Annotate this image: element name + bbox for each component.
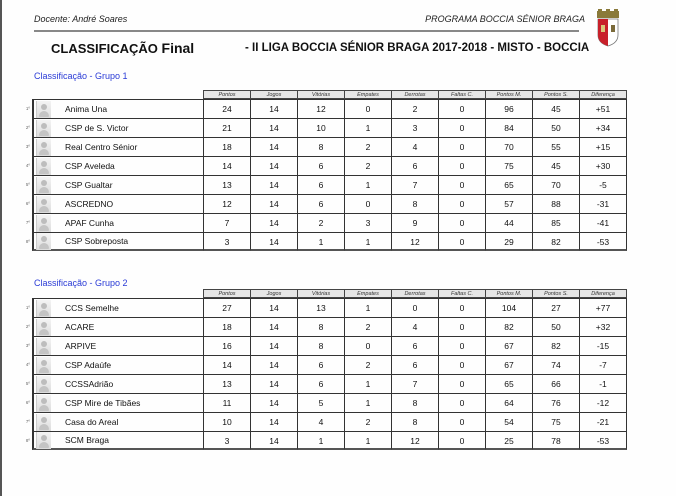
title-final: Final — [161, 40, 195, 56]
stat-cell: 1 — [344, 374, 391, 393]
stat-cell: 2 — [391, 99, 438, 118]
rank-label: 1º — [25, 106, 30, 111]
stat-cell: 0 — [438, 317, 485, 336]
team-name: CSP Adaúfe — [65, 360, 112, 370]
table-row — [14, 232, 627, 251]
rank-label: 6º — [25, 400, 30, 405]
avatar-placeholder-icon — [36, 432, 51, 449]
team-cell — [32, 232, 203, 251]
stat-cell: 8 — [297, 336, 344, 355]
team-cell — [32, 175, 203, 194]
stat-cell: 88 — [532, 194, 579, 213]
stat-cell: 25 — [485, 431, 532, 450]
stat-cell: 4 — [391, 137, 438, 156]
group-1-label: Classificação - Grupo 1 — [34, 71, 128, 81]
avatar-placeholder-icon — [36, 338, 51, 355]
stat-cell: 6 — [391, 355, 438, 374]
stat-cell: 5 — [297, 393, 344, 412]
col-header: Diferença — [579, 90, 627, 99]
stat-cell: 70 — [485, 137, 532, 156]
team-cell — [32, 374, 203, 393]
stat-cell: 14 — [203, 156, 250, 175]
stat-cell: 0 — [438, 393, 485, 412]
stat-cell: 54 — [485, 412, 532, 431]
stat-cell: 75 — [532, 412, 579, 431]
stat-cell: 0 — [438, 99, 485, 118]
col-header: Pontos S. — [532, 90, 579, 99]
stat-cell: 2 — [344, 317, 391, 336]
stat-cell: +34 — [579, 118, 627, 137]
team-cell — [32, 99, 203, 118]
table-row — [14, 175, 627, 194]
table-row — [14, 317, 627, 336]
team-name: CCSSAdrião — [65, 379, 114, 389]
stat-cell: 12 — [297, 99, 344, 118]
stat-cell: 76 — [532, 393, 579, 412]
stat-cell: 7 — [391, 175, 438, 194]
avatar-placeholder-icon — [36, 215, 51, 232]
stat-cell: 45 — [532, 99, 579, 118]
stat-cell: 14 — [250, 336, 297, 355]
table-header — [203, 289, 627, 298]
table-row — [14, 412, 627, 431]
table-row — [14, 374, 627, 393]
col-header: Vitórias — [297, 90, 344, 99]
team-cell — [32, 194, 203, 213]
stat-cell: +51 — [579, 99, 627, 118]
stat-cell: 82 — [532, 336, 579, 355]
table-row — [14, 194, 627, 213]
col-header: Derrotas — [391, 289, 438, 298]
stat-cell: 8 — [297, 137, 344, 156]
stat-cell: 44 — [485, 213, 532, 232]
stat-cell: -31 — [579, 194, 627, 213]
col-header: Derrotas — [391, 90, 438, 99]
stat-cell: 14 — [250, 412, 297, 431]
table-row — [14, 213, 627, 232]
rank-label: 7º — [25, 220, 30, 225]
team-name: ASCREDNO — [65, 199, 114, 209]
stat-cell: 27 — [203, 298, 250, 317]
page-title — [51, 40, 194, 56]
col-header: Faltas C. — [438, 289, 485, 298]
team-cell — [32, 336, 203, 355]
team-cell — [32, 412, 203, 431]
stat-cell: -41 — [579, 213, 627, 232]
avatar-placeholder-icon — [36, 395, 51, 412]
team-name: APAF Cunha — [65, 218, 114, 228]
stat-cell: 21 — [203, 118, 250, 137]
stat-cell: 13 — [297, 298, 344, 317]
stat-cell: 1 — [344, 393, 391, 412]
stat-cell: 24 — [203, 99, 250, 118]
stat-cell: 6 — [297, 175, 344, 194]
stat-cell: 12 — [391, 232, 438, 251]
stat-cell: 14 — [250, 99, 297, 118]
team-cell — [32, 431, 203, 450]
stat-cell: -1 — [579, 374, 627, 393]
stat-cell: 14 — [250, 374, 297, 393]
rank-label: 3º — [25, 144, 30, 149]
stat-cell: +77 — [579, 298, 627, 317]
stat-cell: 11 — [203, 393, 250, 412]
stat-cell: 0 — [438, 374, 485, 393]
table-row — [14, 99, 627, 118]
team-name: ACARE — [65, 322, 95, 332]
stat-cell: 66 — [532, 374, 579, 393]
col-header: Jogos — [250, 90, 297, 99]
table-header — [203, 90, 627, 99]
stat-cell: 67 — [485, 336, 532, 355]
stat-cell: 27 — [532, 298, 579, 317]
team-name: CSP de S. Victor — [65, 123, 129, 133]
stat-cell: -12 — [579, 393, 627, 412]
stat-cell: +30 — [579, 156, 627, 175]
stat-cell: 14 — [250, 213, 297, 232]
stat-cell: 18 — [203, 317, 250, 336]
stat-cell: -5 — [579, 175, 627, 194]
stat-cell: 13 — [203, 175, 250, 194]
avatar-placeholder-icon — [36, 233, 51, 250]
stat-cell: 55 — [532, 137, 579, 156]
stat-cell: 3 — [203, 431, 250, 450]
stat-cell: 2 — [297, 213, 344, 232]
col-header: Pontos M. — [485, 90, 532, 99]
stat-cell: +15 — [579, 137, 627, 156]
stat-cell: 8 — [391, 412, 438, 431]
stat-cell: 74 — [532, 355, 579, 374]
col-header: Empates — [344, 90, 391, 99]
team-name: SCM Braga — [65, 435, 109, 445]
stat-cell: 14 — [250, 355, 297, 374]
stat-cell: 14 — [250, 431, 297, 450]
table-row — [14, 393, 627, 412]
table-row — [14, 137, 627, 156]
stat-cell: 2 — [344, 137, 391, 156]
team-cell — [32, 156, 203, 175]
stat-cell: 1 — [344, 232, 391, 251]
avatar-placeholder-icon — [36, 120, 51, 137]
stat-cell: 1 — [297, 431, 344, 450]
sc-braga-crest-icon — [595, 9, 621, 47]
group-2-rows — [14, 298, 627, 450]
stat-cell: 104 — [485, 298, 532, 317]
stat-cell: 6 — [297, 194, 344, 213]
stat-cell: 85 — [532, 213, 579, 232]
stat-cell: 0 — [344, 336, 391, 355]
stat-cell: 14 — [250, 393, 297, 412]
title-main: CLASSIFICAÇÃO — [51, 41, 158, 56]
rank-label: 8º — [25, 239, 30, 244]
table-row — [14, 336, 627, 355]
avatar-placeholder-icon — [36, 414, 51, 431]
stat-cell: 82 — [485, 317, 532, 336]
team-name: CSP Sobreposta — [65, 236, 129, 246]
stat-cell: 3 — [203, 232, 250, 251]
avatar-placeholder-icon — [36, 139, 51, 156]
stat-cell: 14 — [250, 317, 297, 336]
stat-cell: 14 — [250, 175, 297, 194]
table-row — [14, 431, 627, 450]
rank-label: 7º — [25, 419, 30, 424]
rank-label: 5º — [25, 381, 30, 386]
stat-cell: 12 — [391, 431, 438, 450]
stat-cell: 14 — [250, 137, 297, 156]
team-name: CCS Semelhe — [65, 303, 119, 313]
stat-cell: 12 — [203, 194, 250, 213]
table-row — [14, 298, 627, 317]
rank-label: 3º — [25, 343, 30, 348]
table-row — [14, 156, 627, 175]
col-header: Diferença — [579, 289, 627, 298]
stat-cell: 13 — [203, 374, 250, 393]
stat-cell: 50 — [532, 118, 579, 137]
avatar-placeholder-icon — [36, 357, 51, 374]
stat-cell: 14 — [250, 156, 297, 175]
stat-cell: 0 — [438, 156, 485, 175]
stat-cell: 16 — [203, 336, 250, 355]
stat-cell: -7 — [579, 355, 627, 374]
stat-cell: 10 — [203, 412, 250, 431]
stat-cell: 0 — [438, 232, 485, 251]
stat-cell: 0 — [438, 298, 485, 317]
col-header: Pontos S. — [532, 289, 579, 298]
stat-cell: 6 — [391, 336, 438, 355]
col-header: Pontos M. — [485, 289, 532, 298]
stat-cell: 96 — [485, 99, 532, 118]
stat-cell: 65 — [485, 175, 532, 194]
rank-label: 6º — [25, 201, 30, 206]
league-title: - II LIGA BOCCIA SÉNIOR BRAGA 2017-2018 - MISTO - BOCCIA — [245, 42, 590, 54]
stat-cell: 1 — [344, 118, 391, 137]
rank-label: 8º — [25, 438, 30, 443]
rank-label: 2º — [25, 324, 30, 329]
stat-cell: 1 — [344, 175, 391, 194]
table-row — [14, 355, 627, 374]
col-header: Faltas C. — [438, 90, 485, 99]
stat-cell: 0 — [344, 99, 391, 118]
stat-cell: 10 — [297, 118, 344, 137]
stat-cell: 4 — [391, 317, 438, 336]
stat-cell: -53 — [579, 232, 627, 251]
team-name: CSP Aveleda — [65, 161, 115, 171]
stat-cell: 0 — [438, 412, 485, 431]
team-cell — [32, 317, 203, 336]
stat-cell: 82 — [532, 232, 579, 251]
programa-label: PROGRAMA BOCCIA SÉNIOR BRAGA — [425, 14, 585, 24]
team-cell — [32, 393, 203, 412]
stat-cell: 29 — [485, 232, 532, 251]
stat-cell: 3 — [391, 118, 438, 137]
col-header: Pontos — [203, 90, 250, 99]
stat-cell: 9 — [391, 213, 438, 232]
stat-cell: 14 — [250, 298, 297, 317]
stat-cell: 84 — [485, 118, 532, 137]
rank-label: 5º — [25, 182, 30, 187]
stat-cell: 8 — [391, 393, 438, 412]
rank-label: 4º — [25, 362, 30, 367]
team-cell — [32, 355, 203, 374]
stat-cell: 1 — [297, 232, 344, 251]
stat-cell: 45 — [532, 156, 579, 175]
stat-cell: 8 — [297, 317, 344, 336]
header-divider — [34, 30, 579, 32]
stat-cell: 18 — [203, 137, 250, 156]
team-cell — [32, 137, 203, 156]
stat-cell: 7 — [391, 374, 438, 393]
stat-cell: 0 — [438, 118, 485, 137]
stat-cell: 14 — [250, 232, 297, 251]
col-header: Vitórias — [297, 289, 344, 298]
rank-label: 1º — [25, 305, 30, 310]
avatar-placeholder-icon — [36, 300, 51, 317]
avatar-placeholder-icon — [36, 376, 51, 393]
stat-cell: 2 — [344, 412, 391, 431]
stat-cell: 65 — [485, 374, 532, 393]
stat-cell: 50 — [532, 317, 579, 336]
stat-cell: 0 — [438, 355, 485, 374]
team-name: Anima Una — [65, 104, 108, 114]
team-name: CSP Mire de Tibães — [65, 398, 141, 408]
stat-cell: 4 — [297, 412, 344, 431]
stat-cell: 14 — [250, 194, 297, 213]
stat-cell: 0 — [438, 175, 485, 194]
stat-cell: 8 — [391, 194, 438, 213]
team-cell — [32, 298, 203, 317]
stat-cell: 6 — [297, 374, 344, 393]
group-1-rows — [14, 99, 627, 251]
avatar-placeholder-icon — [36, 177, 51, 194]
stat-cell: 1 — [344, 298, 391, 317]
avatar-placeholder-icon — [36, 158, 51, 175]
stat-cell: 57 — [485, 194, 532, 213]
stat-cell: 78 — [532, 431, 579, 450]
stat-cell: +32 — [579, 317, 627, 336]
avatar-placeholder-icon — [36, 196, 51, 213]
team-cell — [32, 213, 203, 232]
stat-cell: 0 — [438, 336, 485, 355]
stat-cell: 70 — [532, 175, 579, 194]
stat-cell: 67 — [485, 355, 532, 374]
stat-cell: 1 — [344, 431, 391, 450]
team-cell — [32, 118, 203, 137]
stat-cell: 6 — [297, 156, 344, 175]
col-header: Pontos — [203, 289, 250, 298]
avatar-placeholder-icon — [36, 319, 51, 336]
rank-label: 2º — [25, 125, 30, 130]
team-name: CSP Gualtar — [65, 180, 113, 190]
stat-cell: 0 — [438, 431, 485, 450]
stat-cell: 0 — [438, 213, 485, 232]
stat-cell: 75 — [485, 156, 532, 175]
docente-label: Docente: André Soares — [34, 14, 128, 24]
rank-label: 4º — [25, 163, 30, 168]
stat-cell: 0 — [438, 194, 485, 213]
stat-cell: 7 — [203, 213, 250, 232]
stat-cell: -15 — [579, 336, 627, 355]
team-name: Real Centro Sénior — [65, 142, 138, 152]
stat-cell: 0 — [438, 137, 485, 156]
team-name: ARPIVE — [65, 341, 97, 351]
stat-cell: 2 — [344, 355, 391, 374]
stat-cell: 0 — [391, 298, 438, 317]
stat-cell: -53 — [579, 431, 627, 450]
col-header: Empates — [344, 289, 391, 298]
avatar-placeholder-icon — [36, 101, 51, 118]
stat-cell: 0 — [344, 194, 391, 213]
team-name: Casa do Areal — [65, 417, 119, 427]
stat-cell: 64 — [485, 393, 532, 412]
stat-cell: 3 — [344, 213, 391, 232]
stat-cell: 14 — [250, 118, 297, 137]
page-border — [0, 0, 2, 496]
stat-cell: 6 — [391, 156, 438, 175]
group-2-label: Classificação - Grupo 2 — [34, 278, 128, 288]
table-row — [14, 118, 627, 137]
stat-cell: -21 — [579, 412, 627, 431]
stat-cell: 6 — [297, 355, 344, 374]
stat-cell: 2 — [344, 156, 391, 175]
col-header: Jogos — [250, 289, 297, 298]
stat-cell: 14 — [203, 355, 250, 374]
